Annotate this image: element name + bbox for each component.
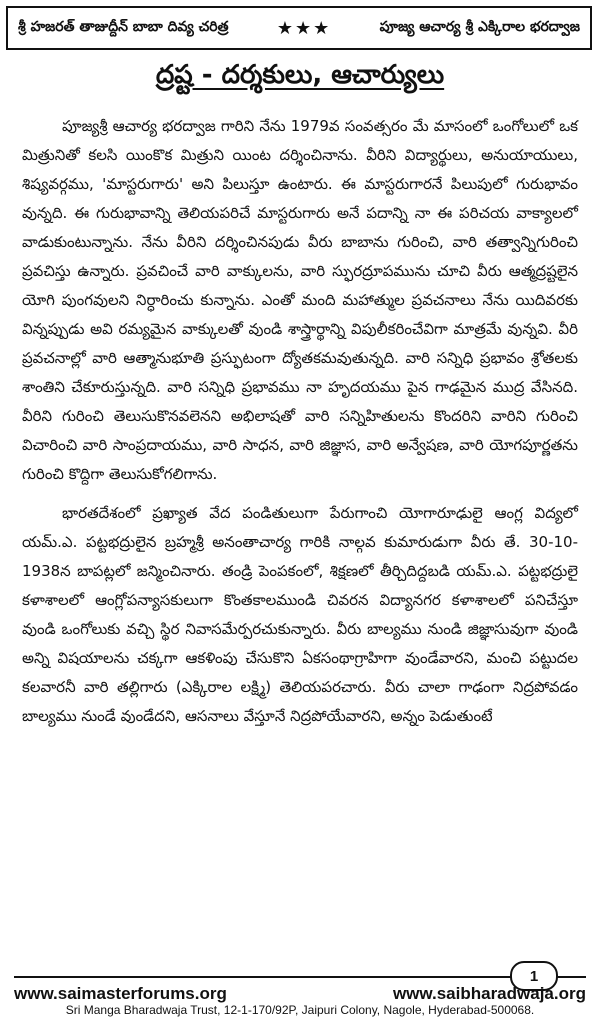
paragraph-2: భారతదేశంలో ప్రఖ్యాత వేద పండితులుగా పేరుగాంచి యోగారూఢులై ఆంగ్ల విద్యలో యమ్.ఎ. పట్టభద్రులైన బ్రహ్మశ్రీ అనంతాచార్య గారికి నాల్గవ కుమారుడుగా వీరు తే. 30-10-1938న బాపట్లలో జన్మించినారు. తండ్రి పెంపకంలో, శిక్షణలో తీర్చిదిద్దబడి యమ్.ఎ. పట్టభద్రులై కళాశాలలో ఆంగ్లోపన్యాసకులుగా కొంతకాలముండి చివరన విద్యానగర కళాశాలలో పనిచేస్తూ వుండి ఒంగోలుకు వచ్చి స్థిర నివాసమేర్పరచుకున్నారు. వీరు బాల్యము నుండి జిజ్ఞాసువుగా వుండి అన్ని విషయాలను చక్కగా ఆకళింపు చేసుకొని ఏకసంథాగ్రాహిగా వుండేవారని, మంచి పట్టుదల కలవారనీ వారి తల్లిగారు (ఎక్కిరాల లక్ష్మి) తెలియపరచారు. వీరు చాలా గాఢంగా నిద్రపోవడం బాల్యము నుండే వుండేదని, ఆసనాలు వేస్తూనే నిద్రపోయేవారని, అన్నం పెడుతుంటే [22,504,578,725]
footer-divider [14,976,586,978]
page-number: 1 [510,961,558,991]
footer-url-forums[interactable]: www.saimasterforums.org [14,984,227,1003]
header-author: పూజ్య ఆచార్య శ్రీ ఎక్కిరాల భరద్వాజ [379,18,580,35]
footer-links [14,984,586,1004]
chapter-title: ద్రష్ట - దర్శకులు, ఆచార్యులు [155,60,445,90]
footer-url-site[interactable]: www.saibharadwaja.org [392,984,586,1003]
footer-address: Sri Manga Bharadwaja Trust, 12-1-170/92P, Jaipuri Colony, Nagole, Hyderabad-500068. [65,1003,535,1017]
paragraph-1: పూజ్యశ్రీ ఆచార్య భరద్వాజ గారిని నేను 1979వ సంవత్సరం మే మాసంలో ఒంగోలులో ఒక మిత్రునితో కలసి యింకొక మిత్రుని యింట దర్శించినాను. వీరిని విద్యార్థులు, అనుయాయులు, శిష్యవర్గము, 'మాస్టరుగారు' అని పిలుస్తూ ఉంటారు. ఈ మాస్టరుగారనే పిలుపులో గురుభావం వున్నది. ఈ గురుభావాన్ని తెలియపరిచే మాస్టరుగారు అనే పదాన్ని నా ఈ పరిచయ వాక్యాలలో వాడుకుంటున్నాను. నేను వీరిని దర్శించినపుడు వీరు బాబాను గురించి, వారి తత్వాన్నిగురించి ప్రవచిస్తు ఉన్నారు. ప్రవచించే వారి వాక్కులను, వారి స్ఫురద్రూపమును చూచి వీరు ఆత్మద్రష్టలైన యోగి పుంగవులని నిర్ధారించు కున్నాను. ఎంతో మంది మహాత్ముల ప్రవచనాలు నేను యిదివరకు విన్నప్పుడు అవి రమ్యమైన వాక్కులతో వుండి శాస్త్రార్థాన్ని విపులీకరించేవిగా మాత్రమే వున్నవి. వీరి ప్రవచనాల్లో వారి ఆత్మానుభూతి ప్రస్ఫుటంగా ద్యోతకమవుతున్నది. వారి సన్నిధి ప్రభావం శ్రోతలకు శాంతిని చేకూరుస్తున్నది. వారి సన్నిధి ప్రభావము నా హృదయము పైన గాఢమైన ముద్ర వేసినది. వీరిని గురించి తెలుసుకొనవలెనని అభిలాషతో వారి సన్నిహితులను కొందరిని వారిని గురించి విచారించి వారి సాంప్రదాయము, వారి సాధన, వారి జిజ్ఞాస, వారి అన్వేషణ, వారి యోగపూర్ణతను గురించి కొద్దిగా తెలుసుకోగలిగాను. [22,117,578,483]
header-book-title: శ్రీ హజరత్ తాజుద్దీన్ బాబా దివ్య చరిత్ర [18,18,229,35]
chapter-body [22,112,578,741]
header-stars: ★★★ [276,17,332,39]
book-header [6,6,592,50]
